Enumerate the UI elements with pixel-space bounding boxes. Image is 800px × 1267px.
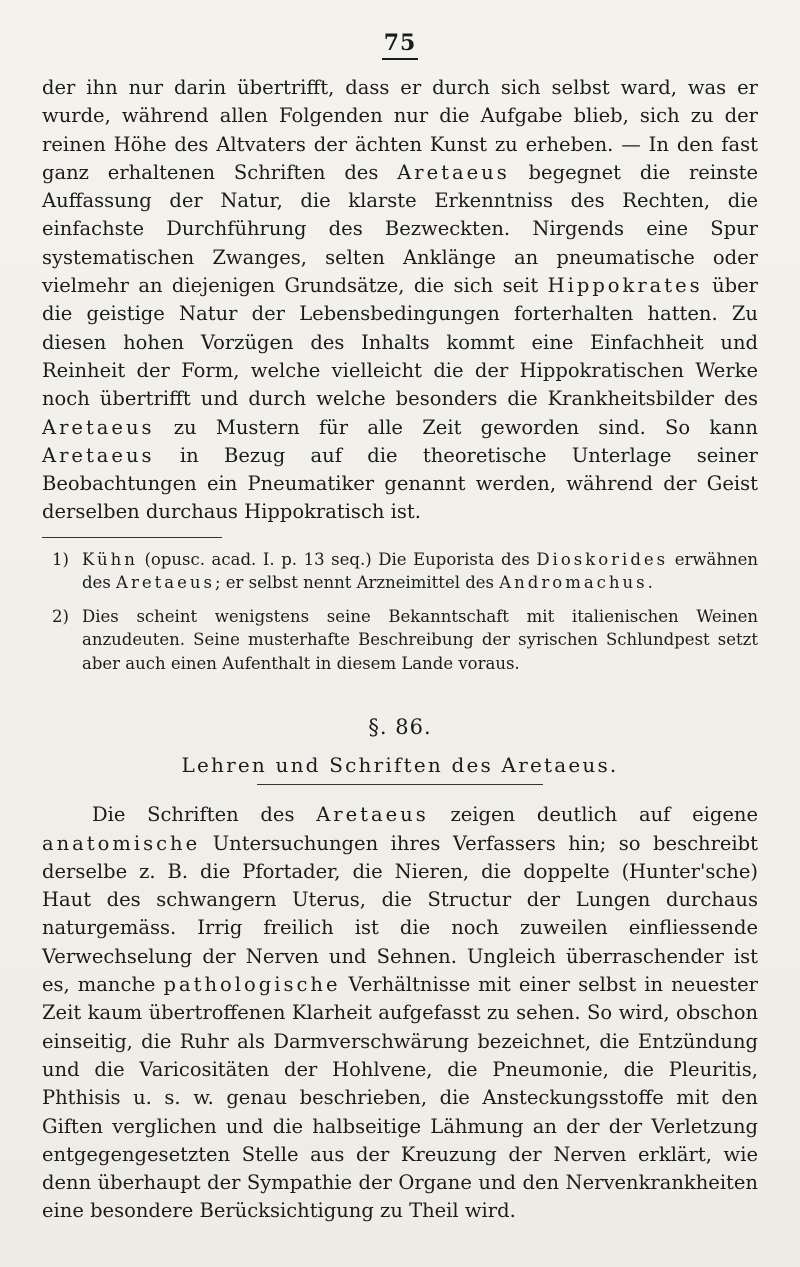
main-text (42, 74, 758, 527)
section-paragraph (42, 801, 758, 1225)
text-run: zu Mustern für alle Zeit geworden sind. So kann (154, 415, 758, 439)
text-run: Untersuchungen ihres Verfassers hin; so beschreibt derselbe z. B. die Pfortader, die Nieren, die doppelte (Hunter'sche) Haut des schwangern Uterus, die Structur der Lungen durchaus naturgemäss. Irrig freilich ist die noch zuweilen einfliessende Verwechselung der Nerven und Sehnen. Ungleich überraschender ist es, manche (42, 831, 758, 997)
text-run: in Bezug auf die theoretische Unterlage seiner Beobachtungen ein Pneumatiker genannt werden, während der Geist derselben durchaus Hippokratisch ist. (42, 443, 758, 524)
spaced-name: Aretaeus (42, 443, 155, 467)
spaced-name: Hippokrates (547, 274, 703, 298)
spaced-name: Aretaeus (116, 573, 215, 593)
footnote-marker: 2) (52, 606, 69, 626)
spaced-name: pathologische (163, 973, 341, 997)
text-run: zeigen deutlich auf eigene (428, 803, 758, 827)
footnote (42, 605, 758, 676)
text-run: Die Schriften des (92, 803, 317, 827)
spaced-name: Dioskorides (536, 549, 669, 569)
text-run: . (647, 573, 653, 593)
footnote-rule (42, 537, 222, 538)
text-run: ; er selbst nennt Arzneimittel des (214, 573, 500, 593)
spaced-name: Aretaeus (316, 803, 429, 827)
footnote (42, 548, 758, 595)
spaced-name: Aretaeus (42, 415, 155, 439)
text-run: Verhältnisse mit einer selbst in neuester Zeit kaum übertroffenen Klarheit aufgefasst zu sehen. So wird, obschon einseitig, die Ruhr als Darmverschwärung bezeichnet, die Entzündung und die Varicositäten der Hohlvene, die Pneumonie, die Pleuritis, Phthisis u. s. w. genau beschrieben, die Ansteckungsstoffe mit den Giften verglichen und die halbseitige Lähmung an der der Verletzung entgegengesetzten Stelle aus der Kreuzung der Nerven erklärt, wie denn überhaupt der Sympathie der Organe und den Nervenkrankheiten eine besondere Berücksichtigung zu Theil wird. (42, 973, 758, 1223)
page-number-text: 75 (382, 30, 419, 60)
paragraph (42, 74, 758, 527)
spaced-name: Aretaeus (397, 160, 510, 184)
text-run: erwähnen des (82, 549, 758, 593)
text-run: Dies scheint wenigstens seine Bekanntschaft mit italienischen Weinen anzudeuten. Seine musterhafte Beschreibung der syrischen Schlundpest setzt aber auch einen Aufenthalt in diesem Lande voraus. (82, 606, 758, 673)
footnote-marker: 1) (52, 549, 69, 569)
spaced-name: Kühn (82, 549, 138, 569)
section-body (42, 801, 758, 1225)
footnotes (42, 548, 758, 676)
text-run: begegnet die reinste Auffassung der Natur, die klarste Erkenntniss des Rechten, die einfachste Durchführung des Bezweckten. Nirgends eine Spur systematischen Zwanges, selten Anklänge an pneumatische oder vielmehr an diejenigen Grundsätze, die sich seit (42, 160, 758, 298)
spaced-name: Andromachus (499, 573, 648, 593)
page-number (42, 30, 758, 60)
spaced-name: anatomische (42, 831, 201, 855)
text-run: über die geistige Natur der Lebensbedingungen forterhalten hatten. Zu diesen hohen Vorzügen des Inhalts kommt eine Einfachheit und Reinheit der Form, welche vielleicht die der Hippokratischen Werke noch übertrifft und durch welche besonders die Krankheitsbilder des (42, 274, 758, 411)
text-run: (opusc. acad. I. p. 13 seq.) Die Euporista des (137, 549, 537, 569)
text-run: der ihn nur darin übertrifft, dass er durch sich selbst ward, was er wurde, während allen Folgenden nur die Aufgabe blieb, sich zu der reinen Höhe des Altvaters der ächten Kunst zu erheben. — In den fast ganz erhaltenen Schriften des (42, 76, 758, 184)
section-number: §. 86. (368, 715, 432, 740)
section-title: Lehren und Schriften des Aretaeus. (42, 753, 758, 785)
